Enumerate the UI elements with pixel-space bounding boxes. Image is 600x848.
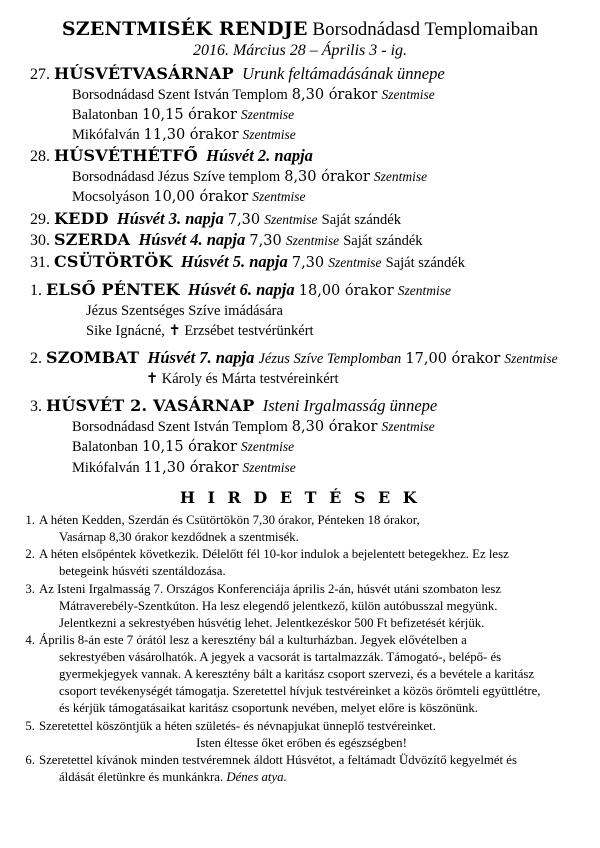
notice-item	[18, 632, 582, 717]
notice-text	[39, 546, 582, 580]
schedule-list	[14, 64, 586, 478]
notice-line: Április 8-án este 7 órától lesz a keresztény bál a kulturházban. Jegyek elővételben a	[39, 633, 467, 648]
day-name: KEDD	[54, 208, 109, 228]
mass-line	[14, 369, 586, 389]
notice-line: Az Isteni Irgalmasság 7. Országos Konferenciája április 2-án, húsvét utáni szombaton lesz	[39, 581, 502, 596]
schedule-day-header	[14, 396, 586, 417]
mass-line	[14, 458, 586, 478]
notice-line: és kérjük támogatásaikat karitász csoportunk nevében, melyet előre is köszönünk.	[59, 701, 478, 716]
day-name: CSÜTÖRTÖK	[54, 252, 173, 272]
notice-line: A héten Kedden, Szerdán és Csütörtökön 7,30 órakor, Pénteken 18 órakor,	[39, 512, 420, 527]
mass-time: 7,30	[227, 211, 261, 228]
day-name: SZOMBAT	[46, 348, 140, 368]
notice-item	[18, 718, 582, 752]
feast-location: Jézus Szíve Templomban	[258, 351, 402, 368]
notice-line: Vasárnap 8,30 órakor kezdődnek a szentmisék.	[59, 529, 299, 544]
mass-type: Szentmise	[373, 169, 428, 185]
day-number: 31.	[30, 254, 54, 272]
schedule-day	[14, 348, 586, 389]
mass-line	[14, 125, 586, 145]
mass-type: Szentmise	[240, 107, 295, 123]
schedule-day	[14, 230, 586, 251]
notice-text	[39, 718, 582, 752]
schedule-day	[14, 280, 586, 341]
mass-type: Szentmise	[381, 86, 435, 102]
mass-time: 7,30	[249, 233, 282, 250]
mass-type: Szentmise	[504, 351, 558, 367]
notice-number: 1.	[25, 512, 35, 527]
schedule-day	[14, 146, 586, 207]
mass-location: Borsodnádasd Szent István Templom	[72, 419, 288, 436]
mass-time: 17,00 órakor	[405, 351, 501, 368]
notice-line: A héten elsőpéntek következik. Délelőtt fél 10-kor indulok a bejelentett betegekhez. Ez lesz	[39, 547, 509, 562]
schedule-day-header	[14, 209, 586, 230]
mass-intention: Saját szándék	[385, 255, 465, 272]
mass-time: 11,30 órakor	[143, 127, 239, 144]
notice-line: csoport tevékenységét támogatja. Szeretettel hívjuk testvéreinket a közös örömteli együttlétre,	[59, 684, 541, 699]
notice-number: 2.	[25, 547, 35, 562]
day-number: 1.	[30, 282, 46, 300]
feast-name: Húsvét 3. napja	[116, 208, 224, 228]
feast-name: Húsvét 4. napja	[138, 230, 246, 250]
notice-line: Isten éltesse őket erőben és egészségben!	[196, 735, 407, 750]
mass-type: Szentmise	[285, 233, 340, 249]
page-subtitle: 2016. Március 28 – Április 3 - ig.	[192, 42, 408, 59]
mass-intention: Saját szándék	[343, 233, 423, 250]
day-name: HÚSVÉTHÉTFŐ	[54, 146, 198, 166]
day-number: 29.	[30, 210, 54, 228]
notice-line: Szeretettel köszöntjük a héten születés- és névnapjukat ünneplő testvéreinket.	[39, 718, 436, 733]
feast-name: Isteni Irgalmasság ünnepe	[262, 396, 438, 416]
mass-line	[14, 417, 586, 437]
notices-list	[14, 512, 586, 787]
page-title	[14, 18, 586, 41]
mass-time: 10,15 órakor	[142, 439, 237, 456]
mass-location: Sike Ignácné, ✝ Erzsébet testvérünkért	[86, 323, 314, 340]
page-title-bold: SZENTMISÉK RENDJE	[61, 18, 308, 40]
mass-line	[14, 437, 586, 457]
mass-type: Szentmise	[242, 459, 296, 475]
mass-location: Balatonban	[72, 107, 139, 124]
mass-time: 11,30 órakor	[143, 459, 239, 476]
schedule-day	[14, 209, 586, 230]
schedule-day-header	[14, 280, 586, 301]
schedule-day-header	[14, 252, 586, 273]
notice-line: Szeretettel kívánok minden testvéremnek áldott Húsvétot, a feltámadt Üdvözítő kegyelmét és	[39, 753, 517, 768]
schedule-day-header	[14, 64, 586, 85]
feast-name: Húsvét 2. napja	[206, 146, 313, 166]
notice-line: gyermekjegyek vannak. A keresztény bált a karitász csoport szervezi, és a bevétele a karitász	[59, 667, 535, 682]
notice-signature: Dénes atya.	[226, 770, 287, 785]
day-number: 2.	[30, 350, 46, 368]
mass-type: Szentmise	[397, 283, 452, 299]
mass-type: Szentmise	[240, 439, 295, 455]
notice-line: sekrestyében vásárolhatók. A jegyek a vacsorát is tartalmazzák. Támogató-, belépő- és	[59, 650, 502, 665]
mass-location: Borsodnádasd Jézus Szíve templom	[72, 169, 281, 186]
day-number: 30.	[30, 232, 54, 250]
schedule-day-header	[14, 348, 586, 369]
notice-text	[39, 581, 582, 632]
mass-line	[14, 105, 586, 125]
mass-location: Mikófalván	[72, 459, 140, 476]
feast-name: Urunk feltámadásának ünnepe	[242, 64, 445, 83]
mass-location: ✝ Károly és Márta testvéreinkért	[146, 371, 339, 388]
day-name: ELSŐ PÉNTEK	[46, 280, 180, 300]
notice-line: Mátraverebély-Szentkúton. Ha lesz elegendő jelentkező, külön autóbusszal megyünk.	[59, 598, 498, 613]
mass-location: Jézus Szentséges Szíve imádására	[86, 303, 283, 320]
mass-type: Szentmise	[242, 127, 296, 143]
notice-number: 5.	[25, 718, 35, 733]
notice-text	[39, 512, 582, 546]
mass-time: 8,30 órakor	[291, 419, 378, 436]
schedule-day	[14, 64, 586, 145]
feast-name: Húsvét 5. napja	[180, 252, 288, 272]
schedule-day	[14, 396, 586, 477]
mass-location: Borsodnádasd Szent István Templom	[72, 86, 288, 103]
day-number: 27.	[30, 66, 54, 83]
feast-name: Húsvét 6. napja	[187, 280, 295, 300]
mass-line	[14, 321, 586, 341]
notice-item	[18, 581, 582, 632]
notice-item	[18, 752, 582, 786]
mass-type: Szentmise	[381, 419, 435, 435]
notice-line: betegeink húsvéti szentáldozása.	[59, 564, 226, 579]
notice-line: Jelentkezni a sekrestyében húsvétig lehet. Jelentkezéskor 500 Ft befizetését kérjük.	[59, 615, 485, 630]
notice-line: áldását életünkre és munkánkra. Dénes atya.	[59, 770, 287, 785]
notice-item	[18, 546, 582, 580]
mass-time: 8,30 órakor	[291, 86, 378, 103]
day-number: 28.	[30, 148, 54, 166]
mass-location: Balatonban	[72, 439, 139, 456]
day-name: SZERDA	[54, 230, 131, 250]
mass-time: 7,30	[291, 255, 325, 272]
mass-time: 10,00 órakor	[153, 189, 249, 206]
mass-line	[14, 167, 586, 187]
notice-item	[18, 512, 582, 546]
mass-type: Szentmise	[252, 189, 306, 205]
mass-time: 8,30 órakor	[284, 169, 370, 186]
notices-heading: H I R D E T É S E K	[179, 487, 421, 507]
schedule-day	[14, 252, 586, 273]
schedule-day-header	[14, 146, 586, 167]
page-title-rest: Borsodnádasd Templomaiban	[307, 19, 539, 40]
feast-name: Húsvét 7. napja	[147, 348, 255, 368]
mass-line	[14, 187, 586, 207]
mass-type: Szentmise	[264, 211, 318, 227]
day-name: HÚSVÉTVASÁRNAP	[54, 64, 234, 83]
mass-intention: Saját szándék	[321, 211, 401, 228]
schedule-day-header	[14, 230, 586, 251]
notice-text	[39, 632, 582, 717]
mass-location: Mocsolyáson	[72, 189, 150, 206]
day-name: HÚSVÉT 2. VASÁRNAP	[46, 396, 255, 416]
mass-time: 18,00 órakor	[298, 283, 394, 300]
day-number: 3.	[30, 398, 46, 416]
notice-number: 3.	[25, 581, 35, 596]
mass-time: 10,15 órakor	[142, 107, 237, 124]
notice-text	[39, 752, 582, 786]
mass-line	[14, 85, 586, 105]
mass-location: Mikófalván	[72, 127, 140, 144]
mass-line	[14, 301, 586, 321]
mass-type: Szentmise	[328, 255, 382, 271]
notice-number: 6.	[25, 753, 35, 768]
notice-number: 4.	[25, 633, 35, 648]
